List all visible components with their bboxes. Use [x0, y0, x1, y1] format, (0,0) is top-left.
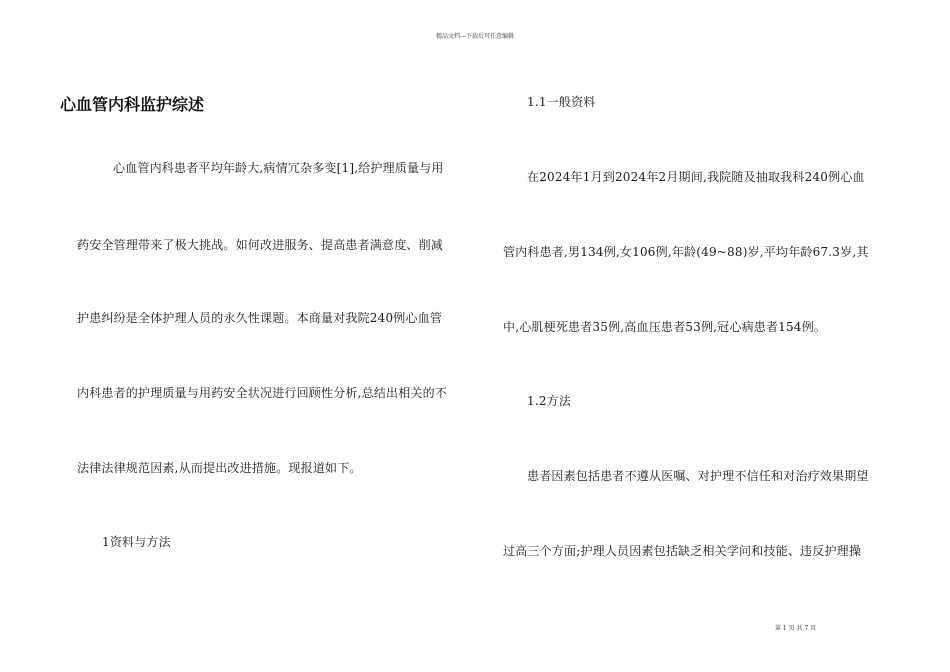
- right-paragraph-line-5: 过高三个方面;护理人员因素包括缺乏相关学问和技能、违反护理操: [503, 544, 862, 558]
- right-paragraph-line-2: 管内科患者,男134例,女106例,年龄(49~88)岁,平均年龄67.3岁,其: [503, 245, 869, 259]
- right-paragraph-line-3: 中,心肌梗死患者35例,高血压患者53例,冠心病患者154例。: [503, 320, 827, 334]
- subsection-heading-1-2: 1.2方法: [527, 394, 572, 408]
- left-paragraph-line-1: 心血管内科患者平均年龄大,病情冗杂多变[1],给护理质量与用: [113, 161, 444, 175]
- section-heading-1: 1资料与方法: [102, 535, 171, 549]
- left-paragraph-line-2: 药安全管理带来了极大挑战。如何改进服务、提高患者满意度、削减: [77, 238, 444, 252]
- left-paragraph-line-5: 法律法律规范因素,从而提出改进措施。现报道如下。: [77, 461, 362, 475]
- page-header: 精品文档---下载后可任意编辑: [435, 33, 515, 40]
- right-paragraph-line-4: 患者因素包括患者不遵从医嘱、对护理不信任和对治疗效果期望: [527, 469, 869, 483]
- page-number: 第 1 页 共 7 页: [775, 625, 817, 632]
- left-paragraph-line-3: 护患纠纷是全体护理人员的永久性课题。本商量对我院240例心血管: [77, 311, 443, 325]
- document-title: 心血管内科监护综述: [60, 95, 205, 114]
- subsection-heading-1-1: 1.1一般资料: [527, 95, 596, 109]
- left-paragraph-line-4: 内科患者的护理质量与用药安全状况进行回顾性分析,总结出相关的不: [77, 386, 448, 400]
- right-paragraph-line-1: 在2024年1月到2024年2月期间,我院随及抽取我科240例心血: [527, 170, 865, 184]
